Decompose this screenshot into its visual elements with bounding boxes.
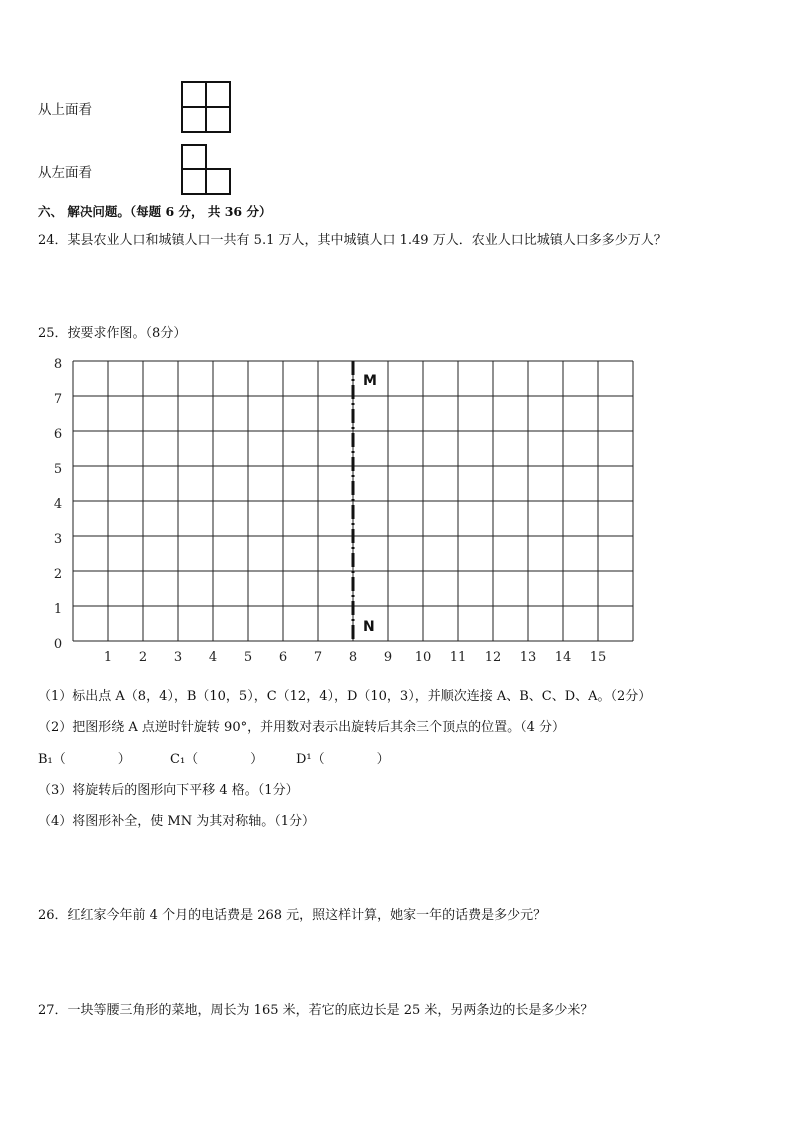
section-heading: 六、 解决问题。（每题 6 分， 共 36 分） <box>38 204 272 219</box>
y-tick-label: 2 <box>53 567 63 582</box>
question-27: 27．一块等腰三角形的菜地，周长为 165 米，若它的底边长是 25 米，另两条边的长是多少米？ <box>38 1003 594 1018</box>
question-24: 24．某县农业人口和城镇人口一共有 5.1 万人，其中城镇人口 1.49 万人．农业人口比城镇人口多多少万人？ <box>38 233 667 248</box>
top-view-label: 从上面看 <box>38 102 92 118</box>
x-tick-label: 6 <box>278 650 288 665</box>
x-tick-label: 14 <box>554 650 572 665</box>
y-tick-labels <box>54 357 62 652</box>
x-tick-label: 13 <box>519 650 537 665</box>
q25-part-2: （2）把图形绕 A 点逆时针旋转 90°，并用数对表示出旋转后其余三个顶点的位置。（4 分） <box>38 720 566 735</box>
answer-c1 <box>170 748 263 767</box>
q25-part-1: （1）标出点 A（8，4），B（10，5），C（12，4），D（10，3），并顺次连接 A、B、C、D、A。（2分） <box>38 689 652 704</box>
y-tick-label: 7 <box>53 392 63 407</box>
answer-d1-label: D¹（ <box>296 752 325 767</box>
label-m: M <box>363 373 377 389</box>
answer-c1-label: C₁（ <box>170 752 199 767</box>
y-tick-label: 8 <box>53 357 63 372</box>
x-tick-label: 7 <box>313 650 323 665</box>
x-tick-label: 11 <box>449 650 467 665</box>
y-tick-label: 4 <box>53 497 63 512</box>
x-tick-labels <box>104 650 606 665</box>
x-tick-label: 3 <box>173 650 183 665</box>
question-26: 26．红红家今年前 4 个月的电话费是 268 元，照这样计算，她家一年的话费是多少元？ <box>38 908 547 923</box>
x-tick-label: 15 <box>589 650 607 665</box>
y-tick-label: 1 <box>53 602 63 617</box>
x-tick-label: 12 <box>484 650 502 665</box>
q25-part-4: （4）将图形补全，使 MN 为其对称轴。（1分） <box>38 814 315 829</box>
x-tick-label: 4 <box>208 650 218 665</box>
answer-d1-close: ） <box>376 752 390 767</box>
answer-c1-close: ） <box>250 752 264 767</box>
answer-d1 <box>296 748 390 767</box>
x-tick-label: 9 <box>383 650 393 665</box>
y-tick-label: 0 <box>53 637 63 652</box>
left-view-label: 从左面看 <box>38 165 92 181</box>
x-tick-label: 10 <box>414 650 432 665</box>
answer-b1-label: B₁（ <box>38 752 66 767</box>
x-tick-label: 5 <box>243 650 253 665</box>
y-tick-label: 6 <box>53 427 63 442</box>
y-tick-label: 3 <box>53 532 63 547</box>
y-tick-label: 5 <box>53 462 63 477</box>
answer-b1-close: ） <box>117 752 131 767</box>
x-tick-label: 1 <box>103 650 113 665</box>
x-tick-label: 2 <box>138 650 148 665</box>
question-25-title: 25．按要求作图。（8分） <box>38 326 187 341</box>
answer-b1 <box>38 748 131 767</box>
x-tick-label: 8 <box>348 650 358 665</box>
q25-part-3: （3）将旋转后的图形向下平移 4 格。（1分） <box>38 783 299 798</box>
label-n: N <box>363 619 375 635</box>
